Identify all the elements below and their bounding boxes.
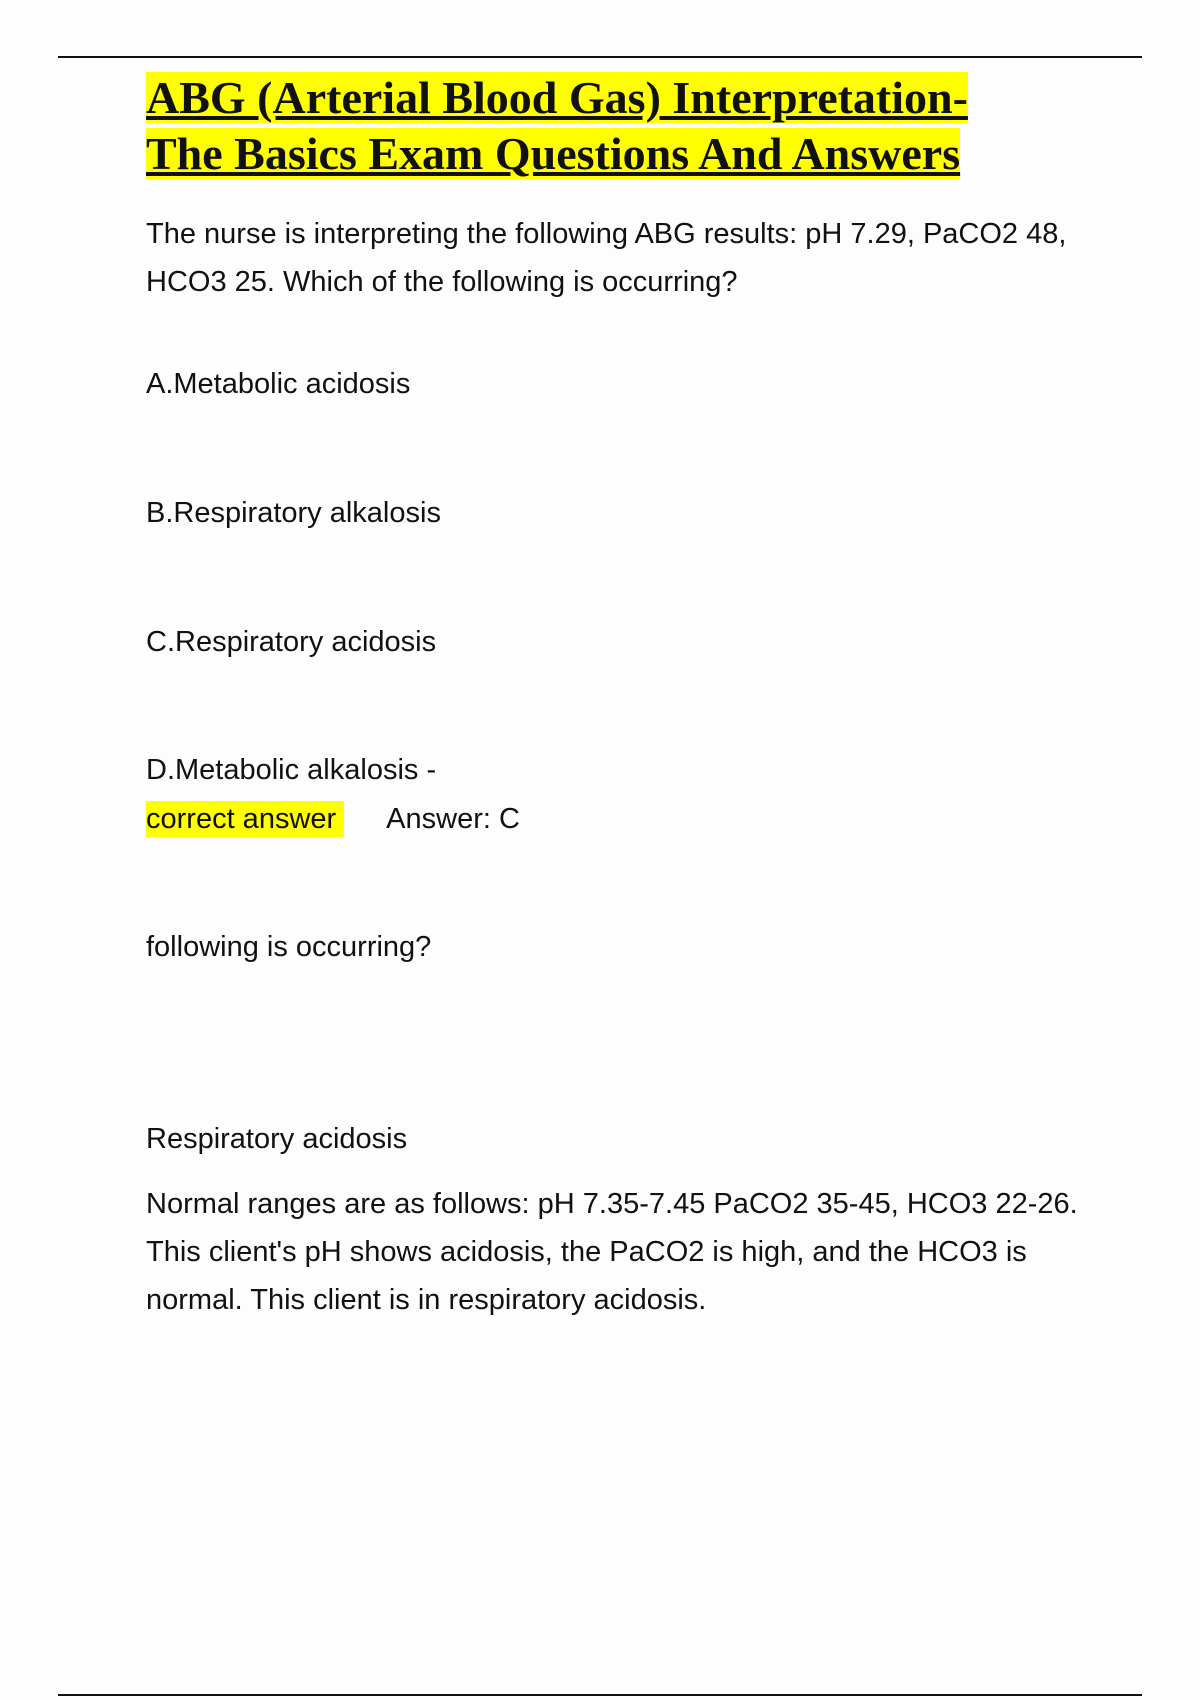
correct-answer-label: correct answer (146, 801, 344, 837)
option-a: A.Metabolic acidosis (146, 368, 411, 400)
answer-line (146, 795, 520, 843)
option-d: D.Metabolic alkalosis - (146, 754, 437, 786)
explanation-text: Normal ranges are as follows: pH 7.35-7.45 PaCO2 35-45, HCO3 22-26. This client's pH shows acidosis, the PaCO2 is high, and the HCO3 is normal. This client is in respiratory acidosis. (146, 1188, 1078, 1316)
bottom-rule (58, 1694, 1142, 1696)
option-b: B.Respiratory alkalosis (146, 497, 441, 529)
document-title (146, 70, 1096, 182)
option-c: C.Respiratory acidosis (146, 626, 437, 658)
top-rule (58, 56, 1142, 58)
title-line-1: ABG (Arterial Blood Gas) Interpretation- (146, 72, 968, 123)
answer-title: Respiratory acidosis (146, 1123, 408, 1155)
question-text: The nurse is interpreting the following ABG results: pH 7.29, PaCO2 48, HCO3 25. Which of the following is occurring? (146, 218, 1067, 298)
title-line-2: The Basics Exam Questions And Answers (146, 128, 961, 179)
repeat-fragment: following is occurring? (146, 931, 432, 963)
document-body (146, 70, 1096, 1316)
answer-value: Answer: C (386, 803, 520, 835)
